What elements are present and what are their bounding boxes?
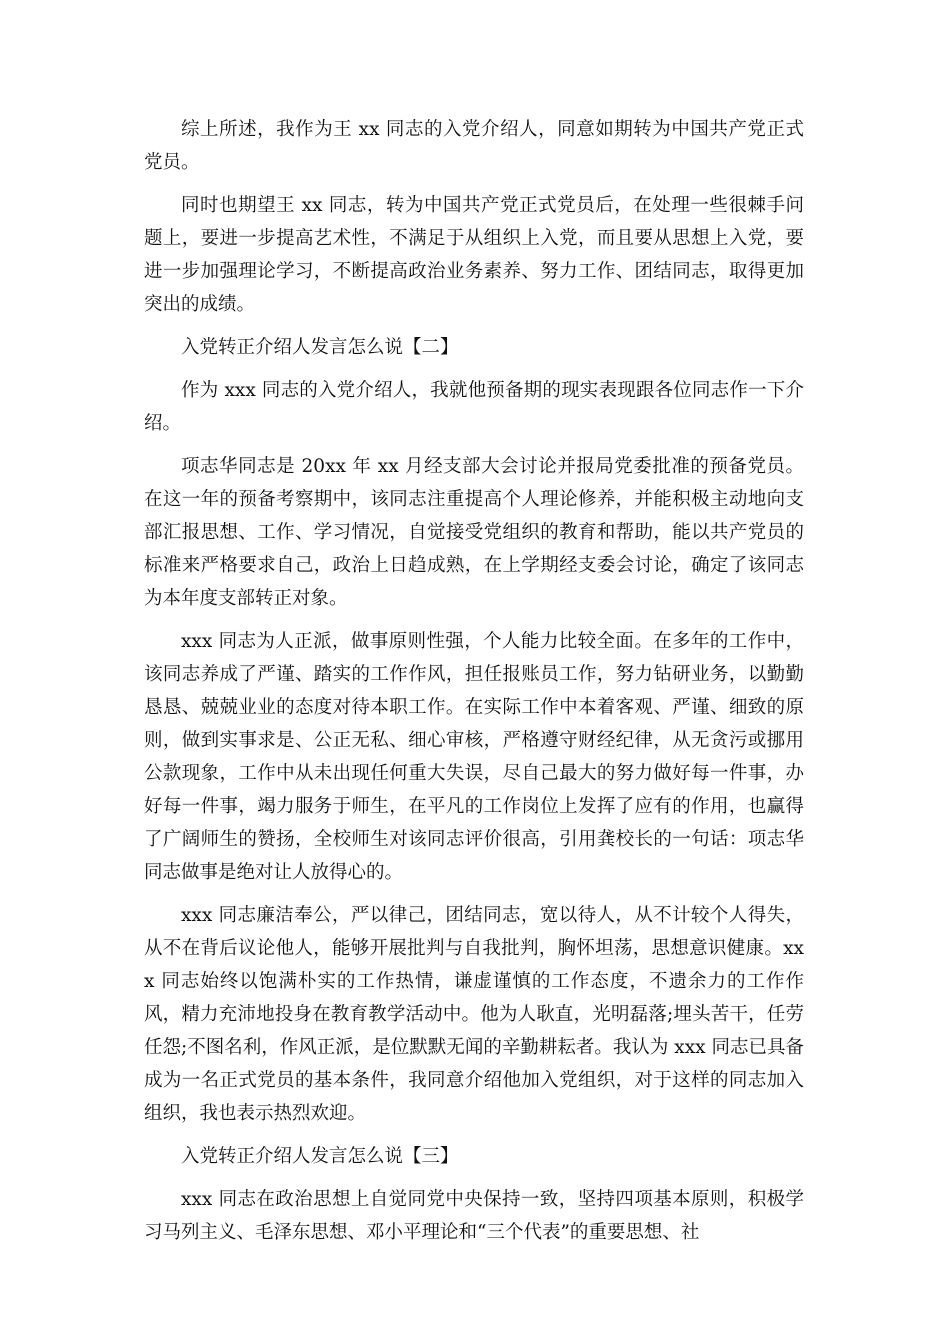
document-page [144,113,804,1259]
paragraph-politics: xxx 同志在政治思想上自觉同党中央保持一致，坚持四项基本原则，积极学习马列主义、毛泽东思想、邓小平理论和“三个代表”的重要思想、社 [144,1189,804,1243]
paragraph-intro: 作为 xxx 同志的入党介绍人，我就他预备期的现实表现跟各位同志作一下介绍。 [144,380,804,434]
paragraph-work-style: xxx 同志为人正派，做事原则性强，个人能力比较全面。在多年的工作中，该同志养成了严谨、踏实的工作作风，担任报账员工作，努力钻研业务，以勤勤恳恳、兢兢业业的态度对待本职工作。在实际工作中本着客观、严谨、细致的原则，做到实事求是、公正无私、细心审核，严格遵守财经纪律，从无贪污或挪用公款现象，工作中从未出现任何重大失误，尽自己最大的努力做好每一件事，办好每一件事，竭力服务于师生，在平凡的工作岗位上发挥了应有的作用，也赢得了广阔师生的赞扬，全校师生对该同志评价很高，引用龚校长的一句话：项志华同志做事是绝对让人放得心的。 [144,631,804,883]
section-heading-2: 入党转正介绍人发言怎么说【二】 [181,337,459,358]
paragraph-expectation: 同时也期望王 xx 同志，转为中国共产党正式党员后，在处理一些很棘手问题上，要进一步提高艺术性，不满足于从组织上入党，而且要从思想上入党，要进一步加强理论学习，不断提高政治业务素养、努力工作、团结同志，取得更加突出的成绩。 [144,195,804,315]
paragraph-conclusion: 综上所述，我作为王 xx 同志的入党介绍人，同意如期转为中国共产党正式党员。 [144,119,804,173]
paragraph-integrity: xxx 同志廉洁奉公，严以律己，团结同志，宽以待人，从不计较个人得失，从不在背后议论他人，能够开展批判与自我批判，胸怀坦荡，思想意识健康。xxx 同志始终以饱满朴实的工作热情，谦虚谨慎的工作态度，不遗余力的工作作风，精力充沛地投身在教育教学活动中。他为人耿直，光明磊落;埋头苦干，任劳任怨;不图名利，作风正派，是位默默无闻的辛勤耕耘者。我认为 xxx 同志已具备成为一名正式党员的基本条件，我同意介绍他加入党组织，对于这样的同志加入组织，我也表示热烈欢迎。 [144,905,804,1124]
paragraph-probation: 项志华同志是 20xx 年 xx 月经支部大会讨论并报局党委批准的预备党员。在这一年的预备考察期中，该同志注重提高个人理论修养，并能积极主动地向支部汇报思想、工作、学习情况，自觉接受党组织的教育和帮助，能以共产党员的标准来严格要求自己，政治上日趋成熟，在上学期经支委会讨论，确定了该同志为本年度支部转正对象。 [144,456,804,609]
section-heading-3: 入党转正介绍人发言怎么说【三】 [181,1146,459,1167]
